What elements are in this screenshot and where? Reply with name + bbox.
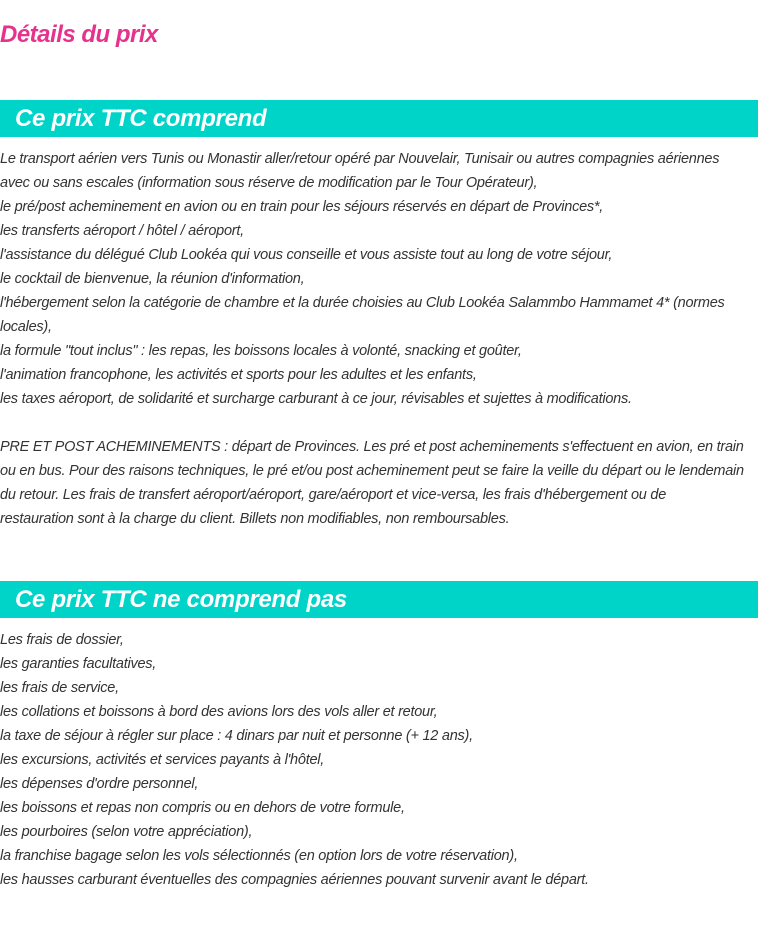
excludes-item: Les frais de dossier, <box>0 632 124 648</box>
includes-item: avec ou sans escales (information sous réserve de modification par le Tour Opérateur), <box>0 175 538 191</box>
includes-section-header: Ce prix TTC comprend <box>0 100 758 137</box>
excludes-item: la taxe de séjour à régler sur place : 4 dinars par nuit et personne (+ 12 ans), <box>0 728 473 744</box>
excludes-item: la franchise bagage selon les vols sélectionnés (en option lors de votre réservation), <box>0 848 518 864</box>
includes-item: la formule "tout inclus" : les repas, les boissons locales à volonté, snacking et goûter, <box>0 343 522 359</box>
acheminement-note-line: ou en bus. Pour des raisons techniques, le pré et/ou post acheminement peut se faire la veille du départ ou le lendemain <box>0 463 744 479</box>
excludes-section-body <box>0 628 750 892</box>
excludes-item: les collations et boissons à bord des avions lors des vols aller et retour, <box>0 704 438 720</box>
excludes-item: les garanties facultatives, <box>0 656 157 672</box>
acheminement-note-line: restauration sont à la charge du client. Billets non modifiables, non remboursables. <box>0 511 510 527</box>
excludes-item: les hausses carburant éventuelles des compagnies aériennes pouvant survenir avant le départ. <box>0 872 589 888</box>
includes-item: locales), <box>0 319 52 335</box>
includes-item: Le transport aérien vers Tunis ou Monastir aller/retour opéré par Nouvelair, Tunisair ou autres compagnies aériennes <box>0 151 720 167</box>
excludes-item: les frais de service, <box>0 680 119 696</box>
acheminement-note-line: du retour. Les frais de transfert aéroport/aéroport, gare/aéroport et vice-versa, les frais d'hébergement ou de <box>0 487 667 503</box>
paragraph-spacer <box>0 411 750 435</box>
includes-item: l'assistance du délégué Club Lookéa qui vous conseille et vous assiste tout au long de votre séjour, <box>0 247 613 263</box>
includes-section-body <box>0 147 750 531</box>
excludes-item: les excursions, activités et services payants à l'hôtel, <box>0 752 325 768</box>
acheminement-note-line: PRE ET POST ACHEMINEMENTS : départ de Provinces. Les pré et post acheminements s'effectuent en avion, en train <box>0 439 744 455</box>
excludes-item: les pourboires (selon votre appréciation), <box>0 824 253 840</box>
includes-item: les taxes aéroport, de solidarité et surcharge carburant à ce jour, révisables et sujettes à modifications. <box>0 391 632 407</box>
includes-item: l'animation francophone, les activités et sports pour les adultes et les enfants, <box>0 367 477 383</box>
includes-item: les transferts aéroport / hôtel / aéroport, <box>0 223 244 239</box>
page-title: Détails du prix <box>0 21 158 48</box>
excludes-section-header: Ce prix TTC ne comprend pas <box>0 581 758 618</box>
includes-item: le pré/post acheminement en avion ou en train pour les séjours réservés en départ de Provinces*, <box>0 199 604 215</box>
excludes-item: les boissons et repas non compris ou en dehors de votre formule, <box>0 800 405 816</box>
includes-item: l'hébergement selon la catégorie de chambre et la durée choisies au Club Lookéa Salammbo Hammamet 4* (normes <box>0 295 725 311</box>
includes-item: le cocktail de bienvenue, la réunion d'information, <box>0 271 305 287</box>
excludes-item: les dépenses d'ordre personnel, <box>0 776 199 792</box>
